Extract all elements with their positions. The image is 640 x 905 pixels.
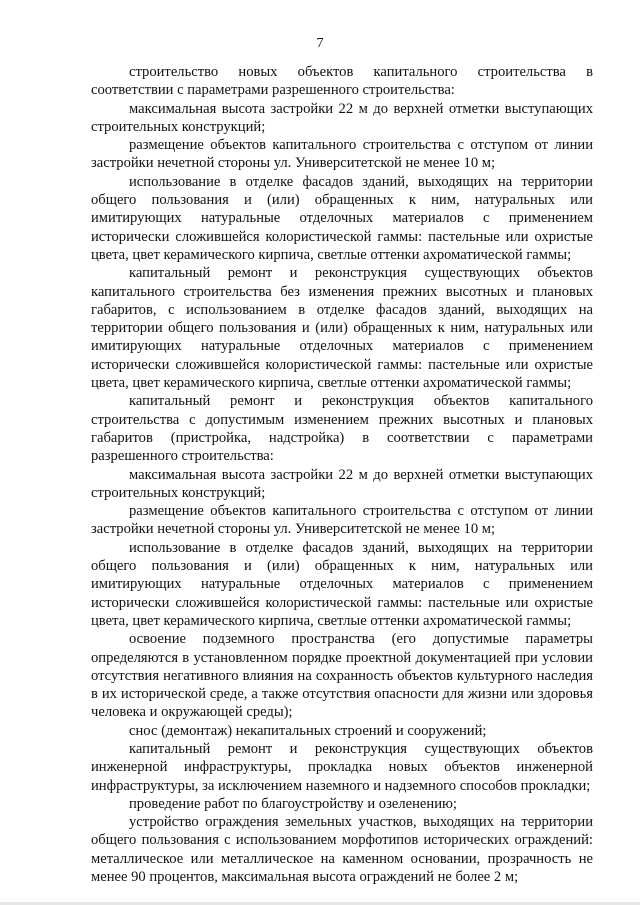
paragraph: снос (демонтаж) некапитальных строений и сооружений; <box>129 722 487 739</box>
paragraph: строительство новых объектов капитального строительства в соответствии с параметрами разрешенного строительства: <box>91 64 593 99</box>
paragraph: использование в отделке фасадов зданий, выходящих на территории общего пользования и (или) обращенных к ним, натуральных или имитирующих натуральные отделочных материалов с применением исторически сложившейся колористической гаммы: пастельные или охристые цвета, цвет керамического кирпича, светлые оттенки ахроматической гаммы; <box>91 173 593 263</box>
paragraph: капитальный ремонт и реконструкция существующих объектов капитального строительства без изменения прежних высотных и плановых габаритов, с использованием в отделке фасадов зданий, выходящих на территории общего пользования и (или) обращенных к ним, натуральных или имитирующих натуральные отделочных материалов с применением исторически сложившейся колористической гаммы: пастельные или охристые цвета, цвет керамического кирпича, светлые оттенки ахроматической гаммы; <box>91 265 593 392</box>
paragraph: устройство ограждения земельных участков, выходящих на территории общего пользования с использованием морфотипов исторических ограждений: металлическое или металлическое на каменном основании, прозрачность не менее 90 процентов, максимальная высота ограждений не более 2 м; <box>91 814 593 886</box>
paragraph: освоение подземного пространства (его допустимые параметры определяются в установленном порядке проектной документацией при условии отсутствия негативного влияния на сохранность объектов культурного наследия в их исторической среде, а также отсутствия опасности для жизни или здоровья человека и окружающей среды); <box>91 631 593 721</box>
paragraph: размещение объектов капитального строительства с отступом от линии застройки нечетной стороны ул. Университетской не менее 10 м; <box>91 137 593 172</box>
paragraph: капитальный ремонт и реконструкция существующих объектов инженерной инфраструктуры, прокладка новых объектов инженерной инфраструктуры, за исключением наземного и надземного способов прокладки; <box>91 740 593 794</box>
paragraph: использование в отделке фасадов зданий, выходящих на территории общего пользования и (или) обращенных к ним, натуральных или имитирующих натуральные отделочных материалов с применением исторически сложившейся колористической гаммы: пастельные или охристые цвета, цвет керамического кирпича, светлые оттенки ахроматической гаммы; <box>91 539 593 629</box>
paragraph: максимальная высота застройки 22 м до верхней отметки выступающих строительных конструкций; <box>91 466 593 501</box>
paragraph: размещение объектов капитального строительства с отступом от линии застройки нечетной стороны ул. Университетской не менее 10 м; <box>91 503 593 538</box>
document-body <box>91 63 593 886</box>
paragraph: капитальный ремонт и реконструкция объектов капитального строительства с допустимым изменением прежних высотных и плановых габаритов (пристройка, надстройка) в соответствии с параметрами разрешенного строительства: <box>91 393 593 465</box>
paragraph: проведение работ по благоустройству и озеленению; <box>129 795 457 812</box>
paragraph: максимальная высота застройки 22 м до верхней отметки выступающих строительных конструкций; <box>91 100 593 135</box>
page-number: 7 <box>316 36 324 51</box>
